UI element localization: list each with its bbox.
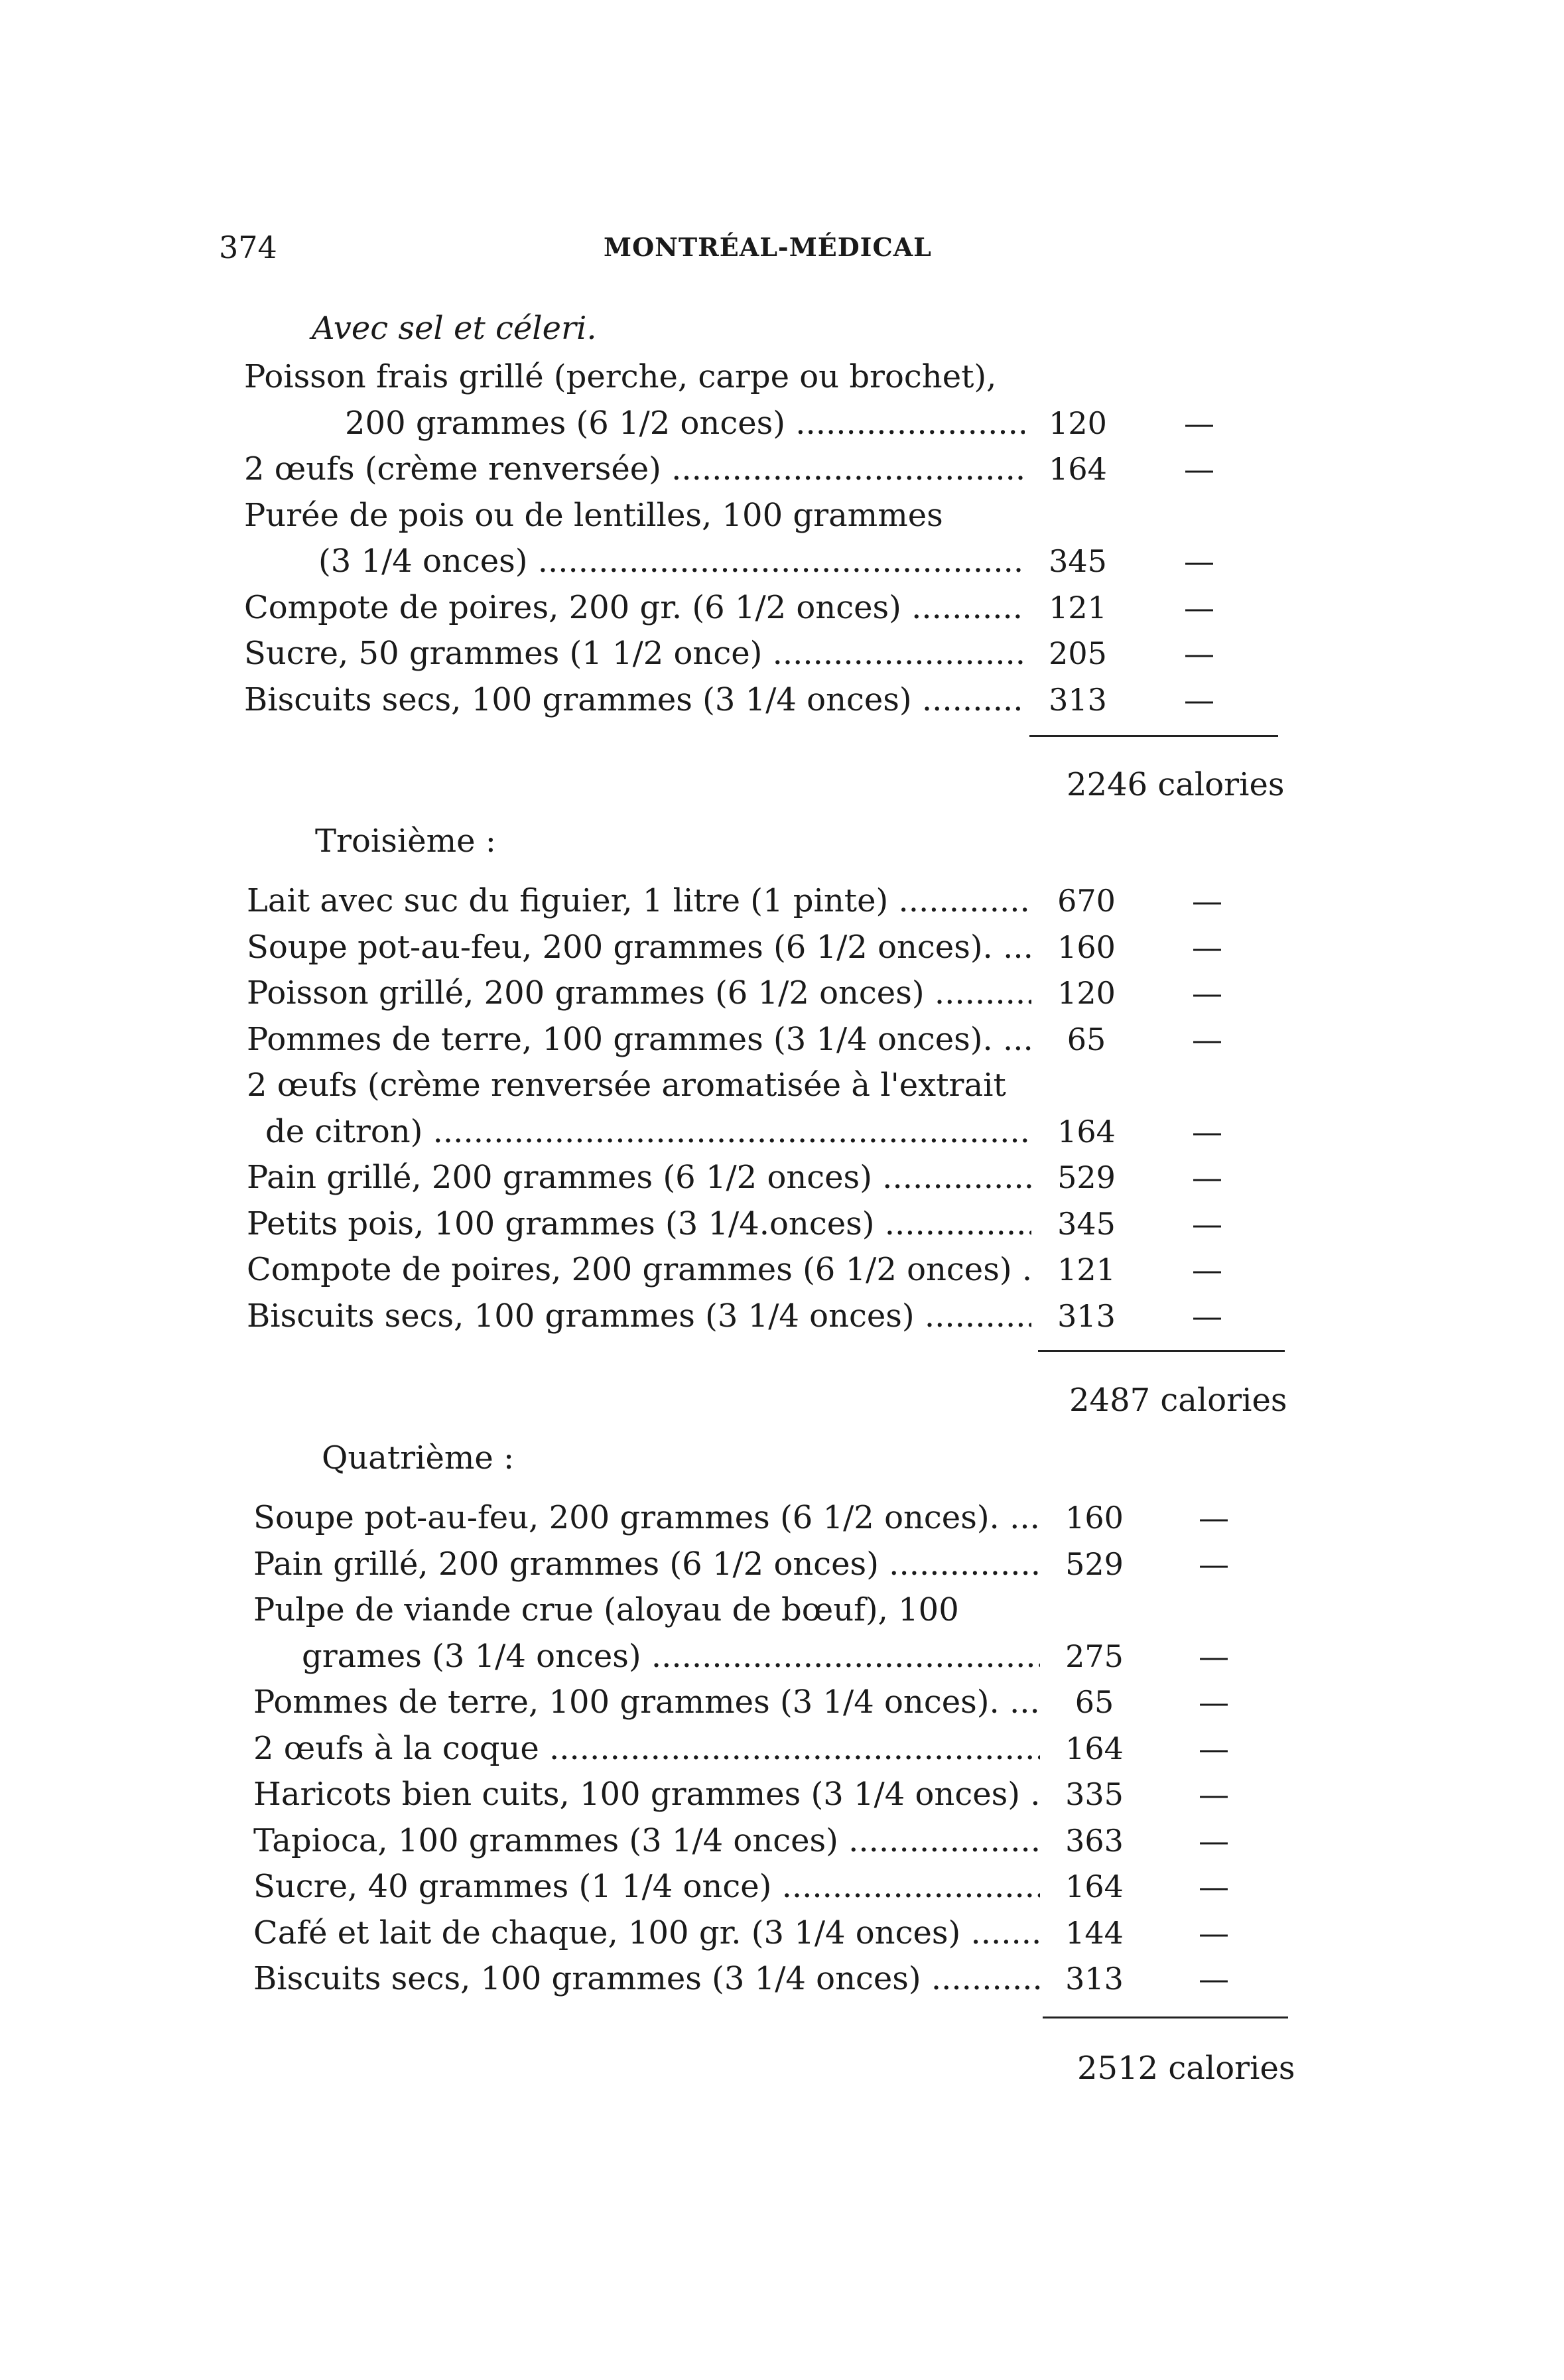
ditto-dash: —: [1192, 1297, 1222, 1334]
item-text: Sucre, 40 grammes (1 1/4 once) .....: [253, 1865, 1040, 1908]
item-text: Lait avec suc du figuier, 1 litre (1 pinte) .....: [247, 879, 1031, 923]
menu-item-line: [0, 1156, 1564, 1199]
ditto-dash: —: [1199, 1869, 1229, 1904]
menu-item-line: [0, 1588, 1564, 1632]
ditto-dash: —: [1192, 1205, 1222, 1242]
item-text: Poisson grillé, 200 grammes (6 1/2 onces) .....: [247, 971, 1031, 1015]
menu-item-line: [0, 1542, 1564, 1586]
item-text: Biscuits secs, 100 grammes (3 1/4 onces) .....: [253, 1957, 1040, 2001]
ditto-dash: —: [1192, 1021, 1222, 1057]
ditto-dash: —: [1192, 975, 1222, 1011]
menu-item-line: [0, 1911, 1564, 1955]
menu-item-line: [0, 971, 1564, 1015]
calorie-value: 205: [1049, 635, 1107, 671]
item-text: Petits pois, 100 grammes (3 1/4.onces) .....: [247, 1202, 1031, 1246]
ditto-dash: —: [1199, 1546, 1229, 1582]
ditto-dash: —: [1184, 635, 1214, 671]
ditto-dash: —: [1199, 1961, 1229, 1997]
calorie-value: 345: [1049, 543, 1107, 579]
item-text: Biscuits secs, 100 grammes (3 1/4 onces) .....: [244, 678, 1025, 722]
menu-item-line: [0, 1496, 1564, 1540]
running-head: MONTRÉAL-MÉDICAL: [604, 232, 932, 262]
item-text: Pain grillé, 200 grammes (6 1/2 onces) .....: [253, 1542, 1040, 1586]
item-text: Soupe pot-au-feu, 200 grammes (6 1/2 onces). .....: [253, 1496, 1040, 1540]
ditto-dash: —: [1184, 405, 1214, 441]
sum-rule: [1029, 735, 1278, 737]
ditto-dash: —: [1184, 681, 1214, 718]
ditto-dash: —: [1184, 451, 1214, 487]
ditto-dash: —: [1199, 1822, 1229, 1859]
page-number: 374: [219, 230, 277, 265]
menu-item-line: [0, 447, 1564, 491]
item-text: Sucre, 50 grammes (1 1/2 once) .....: [244, 631, 1025, 675]
calorie-value: 313: [1049, 681, 1107, 718]
item-text: Soupe pot-au-feu, 200 grammes (6 1/2 onces). .....: [247, 925, 1031, 969]
calorie-value: 164: [1057, 1113, 1116, 1150]
calorie-value: 120: [1057, 975, 1116, 1011]
ditto-dash: —: [1192, 929, 1222, 965]
calorie-total: 2246 calories: [1067, 766, 1285, 803]
section-heading: Quatrième :: [322, 1439, 515, 1477]
item-text: Café et lait de chaque, 100 gr. (3 1/4 onces) .....: [253, 1911, 1040, 1955]
item-text: Biscuits secs, 100 grammes (3 1/4 onces) .....: [247, 1294, 1031, 1338]
item-text: Tapioca, 100 grammes (3 1/4 onces) .....: [253, 1819, 1040, 1863]
calorie-value: 670: [1057, 883, 1116, 919]
ditto-dash: —: [1184, 589, 1214, 626]
calorie-value: 363: [1065, 1822, 1124, 1859]
item-text: Pulpe de viande crue (aloyau de bœuf), 100: [253, 1591, 959, 1628]
calorie-value: 313: [1065, 1961, 1124, 1997]
calorie-value: 144: [1065, 1914, 1124, 1951]
menu-item-line: [0, 539, 1564, 583]
menu-item-line: [0, 678, 1564, 722]
item-text: Compote de poires, 200 grammes (6 1/2 onces) .....: [247, 1248, 1031, 1291]
calorie-value: 529: [1065, 1546, 1124, 1582]
item-text: de citron) .....: [265, 1110, 1031, 1154]
ditto-dash: —: [1199, 1730, 1229, 1766]
item-text: 200 grammes (6 1/2 onces) .....: [345, 401, 1025, 445]
item-text: Purée de pois ou de lentilles, 100 grammes: [244, 496, 943, 534]
menu-item-line: [0, 355, 1564, 399]
item-text: Pain grillé, 200 grammes (6 1/2 onces) .....: [247, 1156, 1031, 1199]
calorie-total: 2487 calories: [1069, 1382, 1287, 1419]
calorie-value: 65: [1067, 1021, 1106, 1057]
calorie-value: 313: [1057, 1297, 1116, 1334]
item-text: Compote de poires, 200 gr. (6 1/2 onces) .....: [244, 586, 1025, 629]
calorie-value: 275: [1065, 1638, 1124, 1674]
menu-item-line: [0, 925, 1564, 969]
item-text: grames (3 1/4 onces) .....: [302, 1634, 1040, 1678]
ditto-dash: —: [1199, 1684, 1229, 1720]
ditto-dash: —: [1192, 1159, 1222, 1195]
ditto-dash: —: [1192, 1113, 1222, 1150]
ditto-dash: —: [1199, 1914, 1229, 1951]
item-text: Pommes de terre, 100 grammes (3 1/4 onces). .....: [253, 1680, 1040, 1724]
calorie-value: 164: [1049, 451, 1107, 487]
ditto-dash: —: [1184, 543, 1214, 579]
menu-item-line: [0, 1727, 1564, 1770]
item-text: Haricots bien cuits, 100 grammes (3 1/4 onces) .....: [253, 1772, 1040, 1816]
menu-item-line: [0, 1294, 1564, 1338]
menu-item-line: [0, 1063, 1564, 1107]
menu-item-line: [0, 1772, 1564, 1816]
calorie-value: 335: [1065, 1776, 1124, 1812]
menu-item-line: [0, 1248, 1564, 1291]
page-header: [219, 224, 1280, 271]
item-text: 2 œufs (crème renversée aromatisée à l'extrait: [247, 1067, 1006, 1104]
menu-item-line: [0, 586, 1564, 629]
menu-item-line: [0, 1819, 1564, 1863]
calorie-value: 164: [1065, 1730, 1124, 1766]
calorie-value: 164: [1065, 1869, 1124, 1904]
item-text: Pommes de terre, 100 grammes (3 1/4 onces). .....: [247, 1018, 1031, 1061]
calorie-total: 2512 calories: [1077, 2050, 1295, 2087]
item-text: 2 œufs (crème renversée) .....: [244, 447, 1025, 491]
menu-item-line: [0, 1957, 1564, 2001]
menu-item-line: [0, 1634, 1564, 1678]
calorie-value: 121: [1057, 1252, 1116, 1288]
item-text: Poisson frais grillé (perche, carpe ou brochet),: [244, 358, 997, 395]
ditto-dash: —: [1192, 883, 1222, 919]
ditto-dash: —: [1199, 1776, 1229, 1812]
menu-item-line: [0, 631, 1564, 675]
sum-rule: [1038, 1350, 1285, 1352]
menu-item-line: [0, 1680, 1564, 1724]
menu-item-line: [0, 1202, 1564, 1246]
section-heading: Troisième :: [315, 823, 496, 860]
calorie-value: 121: [1049, 589, 1107, 626]
section-heading: Avec sel et céleri.: [312, 310, 597, 347]
item-text: 2 œufs à la coque .....: [253, 1727, 1040, 1770]
ditto-dash: —: [1192, 1252, 1222, 1288]
menu-item-line: [0, 401, 1564, 445]
calorie-value: 120: [1049, 405, 1107, 441]
menu-item-line: [0, 494, 1564, 537]
calorie-value: 160: [1057, 929, 1116, 965]
ditto-dash: —: [1199, 1500, 1229, 1536]
sum-rule: [1043, 2016, 1288, 2018]
calorie-value: 345: [1057, 1205, 1116, 1242]
menu-item-line: [0, 879, 1564, 923]
calorie-value: 160: [1065, 1500, 1124, 1536]
calorie-value: 65: [1075, 1684, 1114, 1720]
menu-item-line: [0, 1018, 1564, 1061]
ditto-dash: —: [1199, 1638, 1229, 1674]
menu-item-line: [0, 1110, 1564, 1154]
calorie-value: 529: [1057, 1159, 1116, 1195]
item-text: (3 1/4 onces) .....: [318, 539, 1025, 583]
menu-item-line: [0, 1865, 1564, 1908]
